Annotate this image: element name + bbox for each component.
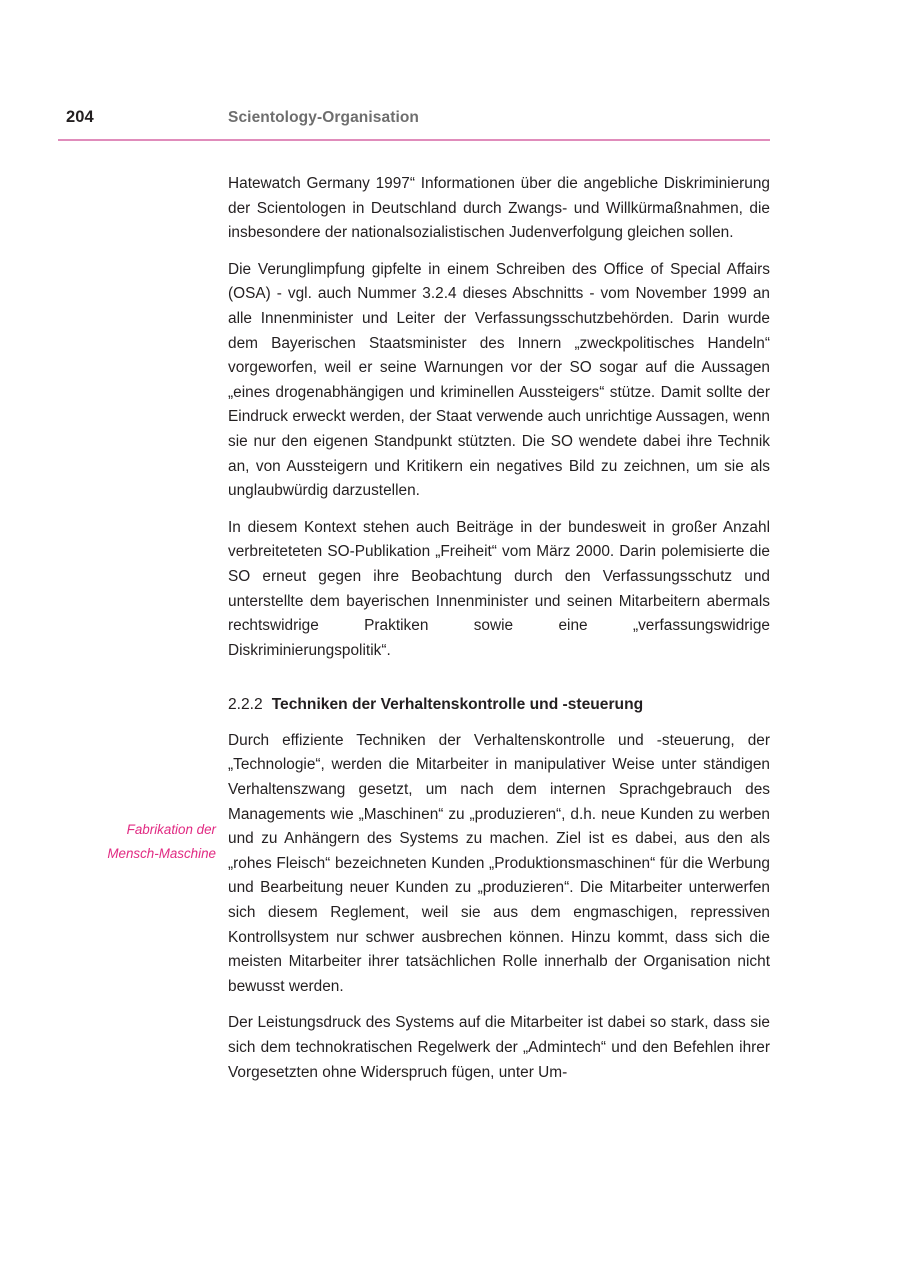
margin-note [40,818,216,867]
running-title: Scientology-Organisation [228,109,420,126]
body-paragraph-3: In diesem Kontext stehen auch Beiträge in der bundesweit in großer Anzahl verbreiteteten SO-Publikation „Freiheit“ vom März 2000. Darin polemisierte die SO erneut gegen ihre Beobachtung durch den Verfassungsschutz und unterstellte dem bayerischen Innenminister und seinen Mitarbeitern abermals rechtswidrige Praktiken sowie eine „verfassungswidrige Diskriminierungspolitik“. [228,518,770,659]
margin-note-line-1: Fabrikation der [126,822,216,837]
section-number: 2.2.2 [228,696,263,714]
body-paragraph-2: Die Verunglimpfung gipfelte in einem Schreiben des Office of Special Affairs (OSA) - vgl. auch Nummer 3.2.4 dieses Abschnitts - vom November 1999 an alle Innenminister und Leiter der Verfassungsschutzbehörden. Darin wurde dem Bayerischen Staatsminister des Innern „zweckpolitisches Handeln“ vorgeworfen, weil er seine Warnungen vor der SO sogar auf die Aussagen „eines drogenabhängigen und kriminellen Aussteigers“ stütze. Damit sollte der Eindruck erweckt werden, der Staat verwende auch unrichtige Aussagen, wenn sie nur den eigenen Standpunkt stützten. Die SO wendete dabei ihre Technik an, von Aussteigern und Kritikern ein negatives Bild zu zeichnen, um sie als unglaubwürdig darzustellen. [228,260,770,500]
header-rule [58,139,770,141]
section-title: Techniken der Verhaltenskontrolle und -steuerung [271,696,644,714]
page-header [58,108,770,136]
body-paragraph-5: Der Leistungsdruck des Systems auf die Mitarbeiter ist dabei so stark, dass sie sich dem technokratischen Regelwerk der „Admintech“ und den Befehlen ihrer Vorgesetzten ohne Widerspruch fügen, unter Um- [228,1014,770,1081]
section-heading [228,693,770,718]
body-paragraph-1: Hatewatch Germany 1997“ Informationen über die angebliche Diskriminierung der Scientologen in Deutschland durch Zwangs- und Willkürmaßnahmen, die insbesondere der nationalsozialistischen Judenverfolgung gleichen sollen. [228,175,770,242]
body-paragraph-4: Durch effiziente Techniken der Verhaltenskontrolle und -steuerung, der „Technologie“, werden die Mitarbeiter in manipulativer Weise unter ständigen Verhaltenszwang gesetzt, um nach dem internen Sprachgebrauch des Managements wie „Maschinen“ zu „produzieren“, d.h. neue Kunden zu werben und zu Anhängern des Systems zu machen. Ziel ist es dabei, aus den als „rohes Fleisch“ bezeichneten Kunden „Produktionsmaschinen“ für die Werbung und Bearbeitung neuer Kunden zu „produzieren“. Die Mitarbeiter unterwerfen sich diesem Reglement, weil sie aus dem engmaschigen, repressiven Kontrollsystem nur schwer ausbrechen können. Hinzu kommt, dass sich die meisten Mitarbeiter ihrer tatsächlichen Rolle innerhalb der Organisation nicht bewusst werden. [228,731,770,995]
text-column [228,172,770,1085]
margin-note-line-2: Mensch-Maschine [107,846,216,862]
page-number: 204 [66,108,94,126]
